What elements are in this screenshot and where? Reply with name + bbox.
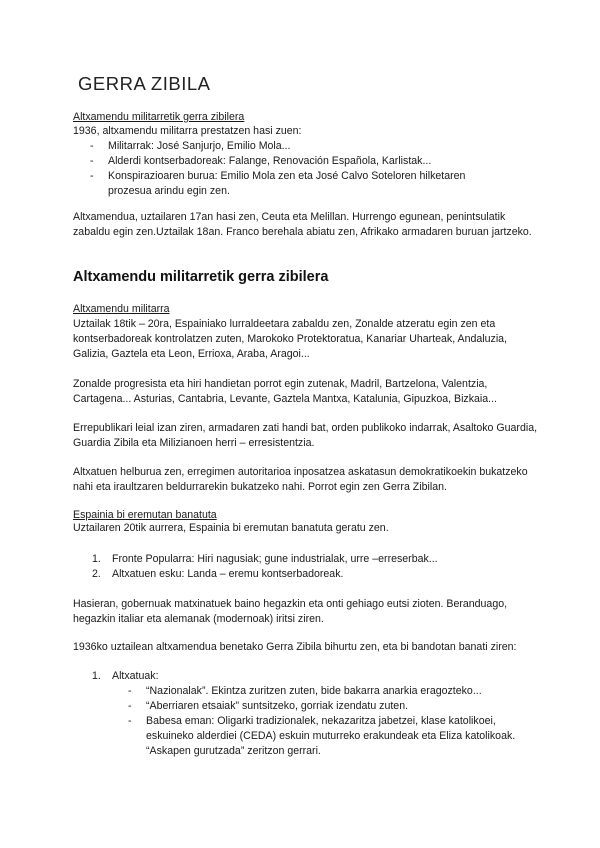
list-item: 1. Fronte Popularra: Hiri nagusiak; gune industrialak, urre –erreserbak... [92, 553, 438, 565]
paragraph: Uztailak 18tik – 20ra, Espainiako lurraldeetara zabaldu zen, Zonalde atzeratu egin zen eta kontserbadoreak kontrolatzen zuten, Marokoko Protektoratua, Kanariar Uharteak, Andaluzia, Galizia, Gaztela eta Leon, Errioxa, Araba, Aragoi... [73, 318, 508, 360]
section-intro: Uztailaren 20tik aurrera, Espainia bi eremutan banatuta geratu zen. [73, 522, 389, 534]
list-item: - Alderdi kontserbadoreak: Falange, Renovación Española, Karlistak... [90, 154, 510, 169]
list-item: 2. Altxatuen esku: Landa – eremu kontserbadoreak. [92, 568, 344, 580]
paragraph: Altxatuen helburua zen, erregimen autoritarioa inposatzea askatasun demokratikoekin bukatzeko nahi eta iraultzaren beldurrarekin bukatzeko nahi. Porrot egin zen Gerra Zibilan. [73, 466, 528, 493]
list-item: - Babesa eman: Oligarki tradizionalek, nekazaritza jabetzei, klase katolikoei, eskuineko alderdiei (CEDA) eskuin muturreko erakundeak eta Eliza katolikoak. “Askapen gurutzada” zeritzon gerrari. [128, 714, 518, 759]
paragraph: Zonalde progresista eta hiri handietan porrot egin zutenak, Madril, Bartzelona, Valentzia, Cartagena... Asturias, Cantabria, Levante, Gaztela Mantxa, Katalunia, Gipuzkoa, Bizkaia... [73, 378, 497, 405]
numbered-list [92, 669, 512, 684]
sub-list [128, 684, 518, 759]
paragraph: Altxamendua, uztailaren 17an hasi zen, Ceuta eta Melillan. Hurrengo egunean, penintsulatik zabaldu egin zen.Uztailak 18an. Franco berehala abiatu zen, Afrikako armadaren buruan jartzeko. [73, 211, 532, 238]
list-item: - Konspirazioaren burua: Emilio Mola zen eta José Calvo Soteloren hilketaren prozesua arindu egin zen. [90, 169, 510, 199]
paragraph: Hasieran, gobernuak matxinatuek baino hegazkin eta onti gehiago eutsi zioten. Beranduago, hegazkin italiar eta alemanak (modernoak) iritsi ziren. [73, 598, 508, 625]
section-subtitle: Espainia bi eremutan banatuta [73, 509, 217, 521]
list-item: - Militarrak: José Sanjurjo, Emilio Mola... [90, 139, 510, 154]
section-intro: 1936, altxamendu militarra prestatzen hasi zuen: [73, 125, 302, 137]
dash-list [90, 139, 510, 199]
paragraph: 1936ko uztailean altxamendua benetako Gerra Zibila bihurtu zen, eta bi bandotan banati ziren: [73, 641, 517, 653]
section-heading: Altxamendu militarretik gerra zibilera [73, 269, 329, 285]
page-title: GERRA ZIBILA [78, 73, 211, 94]
list-item: - “Nazionalak”. Ekintza zuritzen zuten, bide bakarra anarkia eragozteko... [128, 684, 518, 699]
numbered-list [92, 552, 512, 582]
list-item: 1. Altxatuak: [92, 670, 159, 682]
paragraph: Errepublikari leial izan ziren, armadaren zati handi bat, orden publikoko indarrak, Asaltoko Guardia, Guardia Zibila eta Milizianoen herri – erresistentzia. [73, 422, 538, 449]
section-subtitle: Altxamendu militarretik gerra zibilera [73, 111, 245, 123]
section-subtitle: Altxamendu militarra [73, 303, 170, 315]
list-item: - “Aberriaren etsaiak” suntsitzeko, gorriak izendatu zuten. [128, 699, 518, 714]
